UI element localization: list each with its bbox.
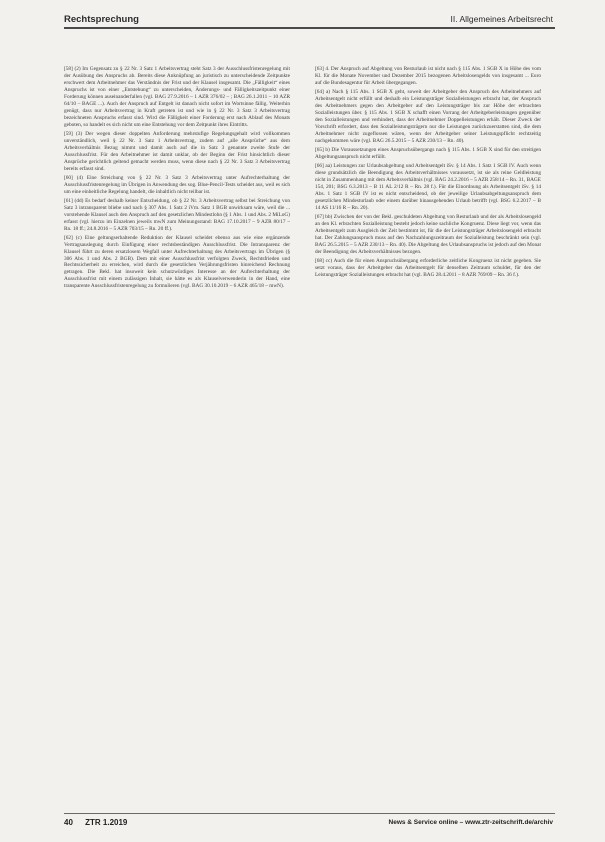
paragraph: [65] b) Die Voraussetzungen eines Anspruchsübergangs nach § 115 Abs. 1 SGB X sind für den streitigen Abgeltungsanspruch nicht erfüllt. xyxy=(315,146,541,160)
paragraph: [67] bb) Zwischen der von der Bekl. geschuldeten Abgeltung von Resturlaub und der als Arbeitslosengeld an den Kl. erbrachten Sozialleistung besteht jedoch keine sachliche Kongruenz. Diese liegt vor, wenn das Arbeitsentgelt zum Ausgleich der Zeit bestimmt ist, für die der Leistungsträger Arbeitslosengeld erbracht hat. Der Zahlungsanspruch muss auf den Nachzahlungszeitraum der Sozialleistung beschränkt sein (vgl. BAG 26.5.2015 – 5 AZR 230/13 – Rn. 40). Die Abgeltung des Urlaubsanspruchs ist jedoch auf den Monat der Beendigung des Arbeitsverhältnisses bezogen. xyxy=(315,213,541,255)
page-number: 40 xyxy=(64,818,73,827)
paragraph: [59] (3) Der wegen dieser doppelten Anforderung mehrstufige Regelungsgehalt wird vollkommen unverständlich, weil § 22 Nr. 3 Satz 1 Arbeitsvertrag, zudem auf „alle Ansprüche“ aus dem Arbeitsverhältnis Bezug nimmt und damit auch auf die in Satz 3 genannte zweite Stufe der Ausschlussfrist. Für den Arbeitnehmer ist damit unklar, ob der Beginn der Frist hinsichtlich dieser Ansprüche gerichtlich geltend gemacht werden muss, wenn diese nach § 22 Nr. 3 Satz 3 Arbeitsvertrag bereits erfasst sind. xyxy=(64,130,290,172)
header-rule xyxy=(64,27,555,29)
footer-link[interactable]: News & Service online – www.ztr-zeitschrift.de/archiv xyxy=(388,819,553,826)
paragraph: [63] 4. Der Anspruch auf Abgeltung von Resturlaub ist nicht nach § 115 Abs. 1 SGB X in Höhe des vom Kl. für die Monate November und Dezember 2015 bezogenen Arbeitslosengelds von insgesamt ... Euro auf die Bundesagentur für Arbeit übergegangen. xyxy=(315,66,541,86)
footer-left xyxy=(64,818,127,827)
paragraph: [58] (2) Im Gegensatz zu § 22 Nr. 3 Satz 1 Arbeitsvertrag steht Satz 3 der Ausschlussfristenregelung mit der Ausübung des Anspruchs ab. Bereits diese Anknüpfung an juristisch zu unterscheidende Zeitpunkte erschwert dem Arbeitnehmer das Verständnis der Frist und der Klausel insgesamt. Die „Fälligkeit“ eines Anspruchs ist von einer „Entstehung“ zu unterscheiden, Änderungs- und Fälligkeitszeitpunkt einer Forderung können auseinanderfallen (vgl. BAG 27.9.2016 – 1 AZR 376/02 – ; BAG 26.1.2011 – 10 AZR 64/10 – BAGE ...). Auch der Anspruch auf Entgelt ist danach nicht sofort im Wortsinne fällig. Weiterhin genügt, dass nur Arbeitsvertrag in Kraft getreten ist und wie in § 22 Nr. 3 Satz 3 Arbeitsvertrag bezeichneten Anspruchs erfasst sind. Wird die Fälligkeit einer Forderung erst nach Ablauf des Monats geboten, so handelt es sich nicht um eine Entstehung vor dem Zeitpunkt ihres Eintritts. xyxy=(64,66,290,128)
paragraph: [68] cc) Auch die für einen Anspruchsübergang erforderliche zeitliche Kongruenz ist nicht gegeben. Sie setzt voraus, dass der Arbeitgeber das Arbeitsentgelt für denselben Zeitraum schuldet, für den der Leistungsträger Sozialleistungen erbracht hat (vgl. BAG 28.4.2011 – 8 AZR 769/09 – Rn. 36 f.). xyxy=(315,257,541,278)
section-subheader: II. Allgemeines Arbeitsrecht xyxy=(450,14,553,24)
paragraph: [61] (dd) Es bedarf deshalb keiner Entscheidung, ob § 22 Nr. 3 Arbeitsvertrag selbst bei Streichung von Satz 3 intransparent bliebe und nach § 307 Abs. 1 Satz 2 iVm. Satz 1 BGB unwirksam wäre, weil die ... vorstehende Klausel auch den Anspruch auf den gesetzlichen Mindestlohn (§ 1 Abs. 1 und Abs. 2 MiLoG) erfasst (vgl. hierzu im Einzelnen jeweils mwN zum Meinungsstand: BAG 17.10.2017 – 9 AZR 80/17 – Rn. 18 ff.; 24.8.2016 – 5 AZR 703/15 – Rn. 20 ff.). xyxy=(64,197,290,232)
right-column xyxy=(315,66,541,802)
paragraph: [62] (c) Eine geltungserhaltende Reduktion der Klausel scheidet ebenso aus wie eine ergänzende Vertragsauslegung durch Einfügung einer rechtsbeständigen Ausschlussfrist. Die Intransparenz der Klausel führt zu deren ersatzlosem Wegfall unter Aufrechterhaltung des Arbeitsvertrags im Übrigen (§ 306 Abs. 1 und Abs. 2 BGB). Dem mit einer Ausschlussfrist verfolgten Zweck, Rechtsfrieden und Rechtssicherheit zu erreichen, wird durch die gesetzlichen Verjährungsfristen hinreichend Rechnung getragen. Die Bekl. hat insoweit kein schutzwürdiges Interesse an der Aufrechterhaltung der Ausschlussfrist mit einem zulässigen Inhalt, sie hätte es als Klauselverwenderin in der Hand, eine transparente Ausschlussfristenregelung zu formulieren (vgl. BAG 30.10.2019 – 6 AZR 465/18 – mwN). xyxy=(64,234,290,290)
journal-name: ZTR 1.2019 xyxy=(85,818,128,827)
paragraph: [64] a) Nach § 115 Abs. 1 SGB X geht, soweit der Arbeitgeber den Anspruch des Arbeitnehmers auf Arbeitsentgelt nicht erfüllt und deshalb ein Leistungsträger Sozialleistungen erbracht hat, der Anspruch des Arbeitnehmers gegen den Arbeitgeber auf den Leistungsträger bis zur Höhe der erbrachten Sozialleistungen über. § 115 Abs. 1 SGB X schafft einen Vorrang der Arbeitgeberleistungen gegenüber den Sozialleistungen und verhindert, dass der Arbeitnehmer Doppelleistungen erhält. Dieser Zweck der Vorschrift erfordert, dass den Sozialleistungsträgern nur die Leistungen zurückzuerstatten sind, die dem Arbeitnehmer nicht zugeflossen wären, wenn der Arbeitgeber seiner Leistungspflicht rechtzeitig nachgekommen wäre (vgl. BAG 26.5.2015 – 5 AZR 230/13 – Rn. 40). xyxy=(315,89,541,144)
paragraph: [60] (4) Eine Streichung von § 22 Nr. 3 Satz 3 Arbeitsvertrag unter Aufrechterhaltung der Ausschlussfristenregelung im Übrigen in Anwendung des sog. Blue-Pencil-Tests scheidet aus, weil es sich um eine einheitliche Regelung handelt, die inhaltlich nicht teilbar ist. xyxy=(64,174,290,195)
footer-rule xyxy=(64,813,555,814)
section-header: Rechtsprechung xyxy=(64,14,139,25)
paragraph: [66] aa) Leistungen zur Urlaubsabgeltung und Arbeitsentgelt iSv. § 14 Abs. 1 Satz 1 SGB IV. Auch wenn diese grundsätzlich die Beendigung des Arbeitsverhältnisses voraussetzt, ist sie als reine Geldleistung nicht in Zusammenhang mit dem Arbeitsverhältnis (vgl. BAG 24.2.2016 – 5 AZR 258/14 – Rn. 31, BAGE 154, 201; BSG 6.3.2013 – B 11 AL 2/12 R – Rn. 28 f.). Für die Einordnung als Arbeitsentgelt iSv. § 14 Abs. 1 Satz 1 SGB IV ist es nicht entscheidend, ob der jeweilige Urlaubsabgeltungsanspruch dem gesetzlichen Mindesturlaub oder einem darüber hinausgehenden Urlaub betrifft (vgl. BSG 6.2.2017 – B 14 AS 11/16 R – Rn. 20). xyxy=(315,162,541,211)
left-column xyxy=(64,66,290,802)
